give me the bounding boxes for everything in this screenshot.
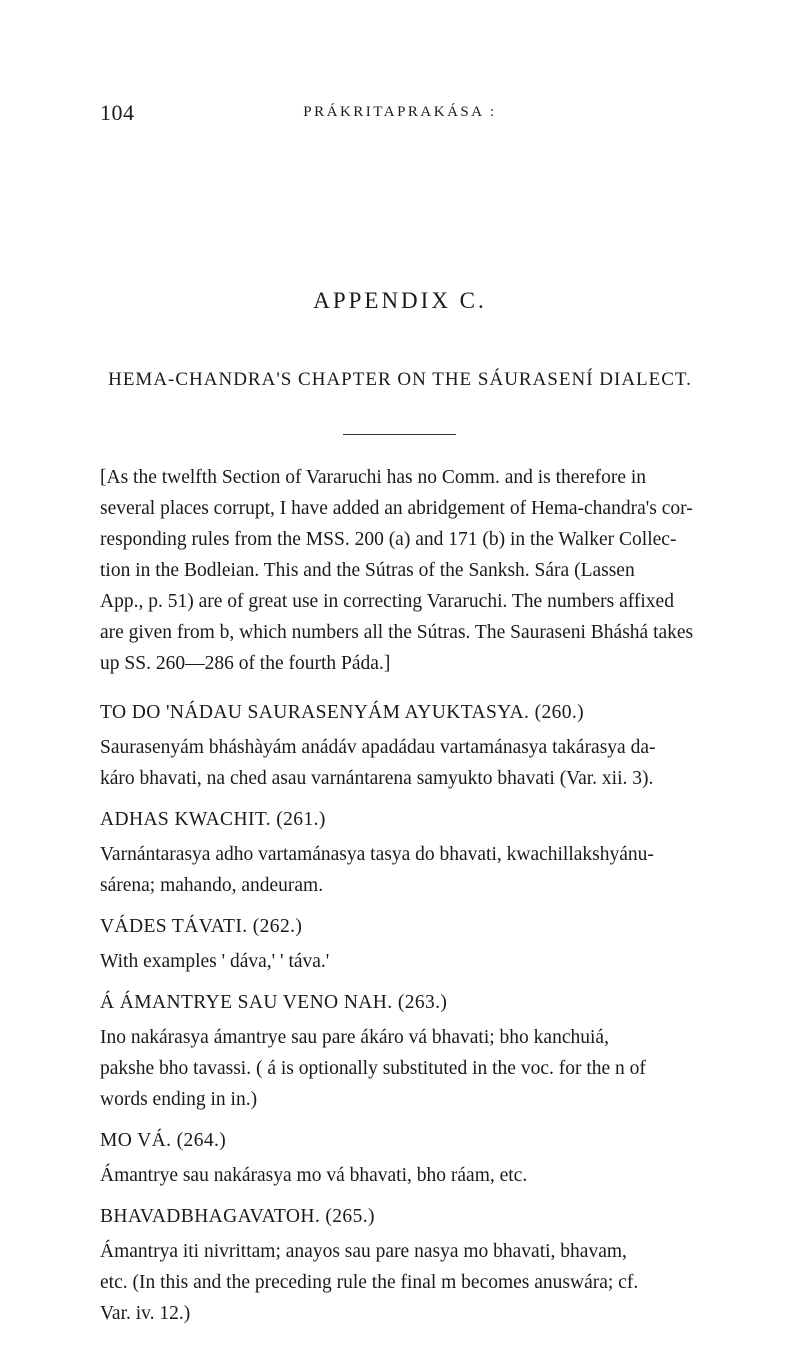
rule-line: words ending in in.) bbox=[100, 1089, 258, 1110]
rule-line: Ámantrye sau nakárasya mo vá bhavati, bho ráam, etc. bbox=[100, 1165, 528, 1186]
rule-text bbox=[100, 839, 800, 901]
rule-line: sárena; mahando, andeuram. bbox=[100, 875, 324, 896]
rule-heading: Á ÁMANTRYE SAU VENO NAH. (263.) bbox=[100, 992, 448, 1013]
rule-text bbox=[100, 946, 800, 977]
rule-line: káro bhavati, na ched asau varnántarena samyukto bhavati (Var. xii. 3). bbox=[100, 768, 654, 789]
intro-line: responding rules from the MSS. 200 (a) and 171 (b) in the Walker Collec- bbox=[100, 529, 677, 550]
rule-line: Ino nakárasya ámantrye sau pare ákáro vá bhavati; bho kanchuiá, bbox=[100, 1027, 609, 1048]
rule-line: pakshe bho tavassi. ( á is optionally substituted in the voc. for the n of bbox=[100, 1058, 646, 1079]
rule-text bbox=[100, 1160, 800, 1191]
rule-heading: ADHAS KWACHIT. (261.) bbox=[100, 809, 326, 830]
rule-heading: BHAVADBHAGAVATOH. (265.) bbox=[100, 1206, 375, 1227]
rule-heading: TO DO 'NÁDAU SAURASENYÁM AYUKTASYA. (260.) bbox=[100, 702, 585, 723]
rule-heading: VÁDES TÁVATI. (262.) bbox=[100, 916, 303, 937]
running-head: PRÁKRITAPRAKÁSA : bbox=[303, 104, 497, 120]
rule-line: Var. iv. 12.) bbox=[100, 1303, 191, 1324]
intro-line: several places corrupt, I have added an abridgement of Hema-chandra's cor- bbox=[100, 498, 693, 519]
rule-text bbox=[100, 1236, 800, 1329]
section-divider bbox=[343, 434, 456, 435]
rule-text bbox=[100, 732, 800, 794]
intro-line: are given from b, which numbers all the Sútras. The Sauraseni Bháshá takes bbox=[100, 622, 694, 643]
rule-line: Ámantrya iti nivrittam; anayos sau pare nasya mo bhavati, bhavam, bbox=[100, 1241, 627, 1262]
rule-line: etc. (In this and the preceding rule the final m becomes anuswára; cf. bbox=[100, 1272, 639, 1293]
intro-line: up SS. 260—286 of the fourth Páda.] bbox=[100, 653, 391, 674]
rule-line: With examples ' dáva,' ' táva.' bbox=[100, 951, 330, 972]
rule-line: Varnántarasya adho vartamánasya tasya do bhavati, kwachillakshyánu- bbox=[100, 844, 654, 865]
chapter-title: HEMA-CHANDRA'S CHAPTER ON THE SÁURASENÍ DIALECT. bbox=[108, 369, 692, 390]
body-text bbox=[100, 462, 800, 1329]
intro-paragraph bbox=[100, 462, 800, 679]
intro-line: App., p. 51) are of great use in correcting Vararuchi. The numbers affixed bbox=[100, 591, 674, 612]
page-number: 104 bbox=[100, 100, 135, 125]
appendix-title: APPENDIX C. bbox=[313, 288, 487, 313]
rule-heading: MO VÁ. (264.) bbox=[100, 1130, 227, 1151]
rule-text bbox=[100, 1022, 800, 1115]
intro-line: [As the twelfth Section of Vararuchi has no Comm. and is therefore in bbox=[100, 467, 647, 488]
rule-line: Saurasenyám bháshàyám anádáv apadádau vartamánasya takárasya da- bbox=[100, 737, 656, 758]
intro-line: tion in the Bodleian. This and the Sútras of the Sanksh. Sára (Lassen bbox=[100, 560, 635, 581]
